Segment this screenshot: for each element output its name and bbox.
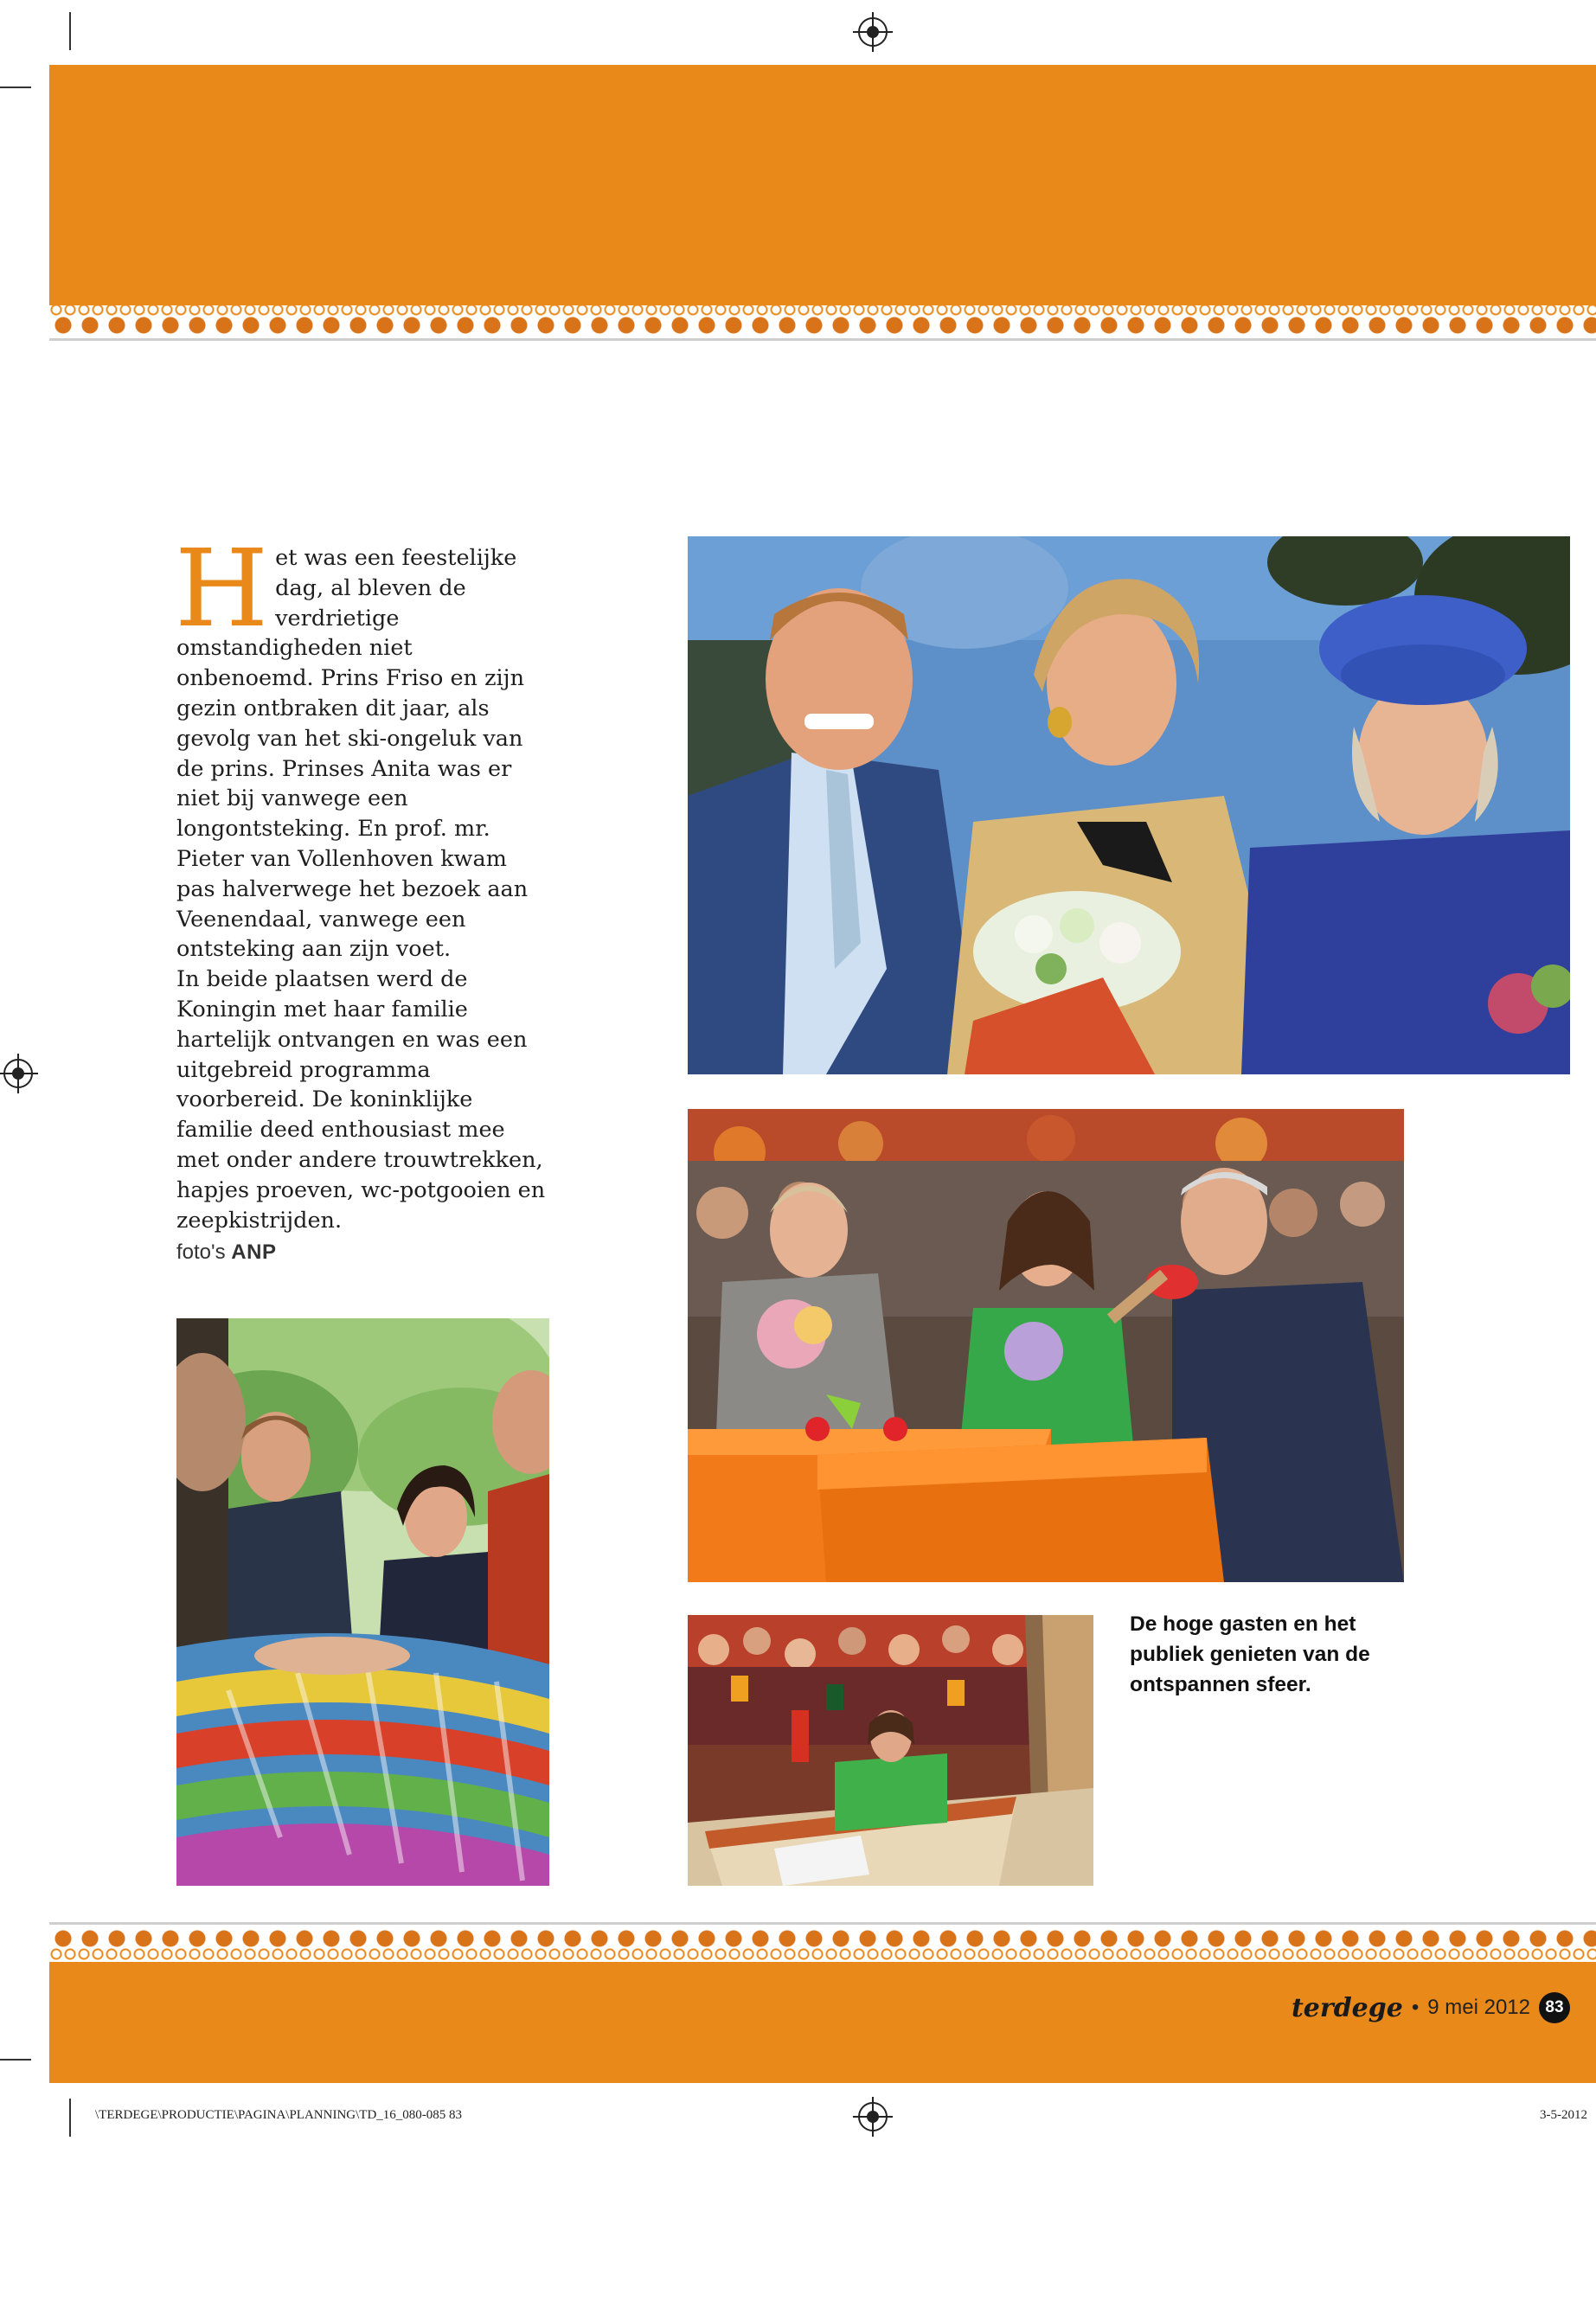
photo-credit-agency: ANP [231,1240,277,1264]
top-dot-border [49,304,1596,343]
article-paragraph-2: In beide plaatsen werd de Koningin met haar familie hartelijk ontvangen en was een uitgebreid programma voorbereid. De koninklijke familie deed enthousiast mee met onder andere trouwtrekken, hapjes proeven, wc-potgooien en zeepkistrijden. [176,966,546,1234]
photo-caption: De hoge gasten en het publiek genieten van de ontspannen sfeer. [1130,1612,1370,1696]
photo-knitting-rope [176,1318,549,1886]
print-slug-date: 3-5-2012 [1540,2108,1587,2122]
registration-mark-left-icon [3,1059,33,1088]
bottom-dot-border [49,1922,1596,1962]
footer-brand [1292,1992,1570,2023]
print-slug-path: \TERDEGE\PRODUCTIE\PAGINA\PLANNING\TD_16_080-085 83 [95,2108,463,2122]
photo-royals-portrait [688,536,1570,1074]
photo-wc-throwing [688,1109,1404,1582]
registration-mark-top-icon [858,17,888,47]
registration-mark-bottom-icon [858,2102,888,2131]
photo-royals-portrait-image [688,536,1570,1074]
article-body [175,527,548,1235]
header-orange-band [49,65,1596,305]
crop-mark-left-lower [0,2059,31,2061]
photo-knitting-rope-image [176,1318,549,1886]
photo-credit [176,1240,276,1265]
photo-wc-throwing-image [688,1109,1404,1582]
footer-separator: • [1411,1996,1420,2019]
crop-mark-left-upper [0,87,31,88]
brand-logo: terdege [1291,1992,1403,2023]
crop-mark-top-left [69,12,71,50]
photo-soapbox-race-image [688,1615,1093,1886]
photo-soapbox-race [688,1615,1093,1886]
photo-credit-label: foto's [176,1240,226,1264]
issue-date: 9 mei 2012 [1427,1996,1530,2019]
crop-mark-bottom-left [69,2099,71,2137]
article-paragraph-1: et was een feestelijke dag, al bleven de verdrietige omstandigheden niet onbenoemd. Prins Friso en zijn gezin ontbraken dit jaar, als gevolg van het ski-ongeluk van de prins. Prinses Anita was er niet bij vanwege een longontsteking. En prof. mr. Pieter van Vollenhoven kwam pas halverwege het bezoek aan Veenendaal, vanwege een ontsteking aan zijn voet. [176,545,529,963]
drop-cap: H [175,527,269,651]
page-number: 83 [1539,1992,1570,2023]
